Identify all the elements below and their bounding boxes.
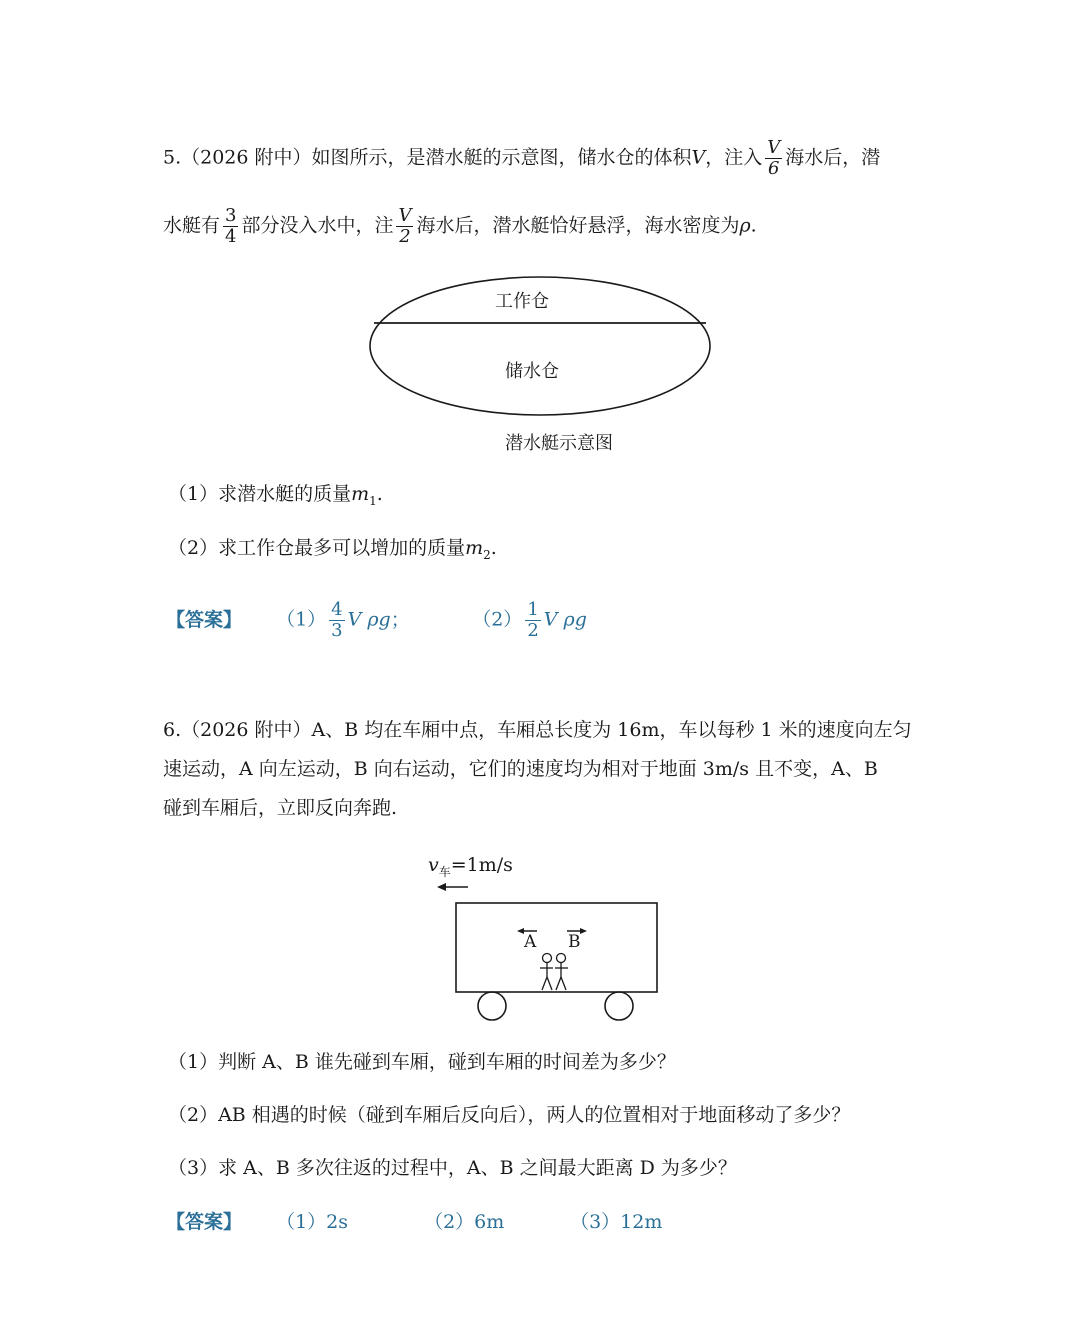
water-tank-label: 储水仓	[505, 361, 559, 382]
q6-subquestion-3: （3）求 A、B 多次往返的过程中，A、B 之间最大距离 D 为多少？	[168, 1157, 737, 1179]
q5-stem-text-a: 5.（2026 附中）如图所示，是潜水艇的示意图，储水仓的体积	[163, 146, 692, 169]
q5-density-var: ρ	[739, 214, 751, 237]
work-compartment-label: 工作仓	[495, 291, 549, 312]
q6-stem-line3: 碰到车厢后，立即反向奔跑.	[163, 797, 398, 819]
q5-fraction-v6	[765, 138, 782, 179]
q6-answer1: （1）2s	[276, 1211, 348, 1233]
fraction-numerator: 4	[331, 599, 343, 620]
q5-sub1-subscript: 1	[369, 493, 377, 508]
q6-stem-line1: 6.（2026 附中）A、B 均在车厢中点，车厢总长度为 16m，车以每秒 1 米的速度向左匀	[163, 719, 912, 741]
q5-answer2-fraction	[525, 600, 540, 641]
person-b-label: B	[568, 932, 581, 952]
q5-sub1-end: .	[376, 483, 383, 505]
q5-answer1-label: （1）	[276, 608, 327, 631]
person-b-figure	[555, 954, 568, 991]
fraction-denominator: 6	[768, 158, 780, 179]
person-a-arrow-head	[517, 928, 524, 934]
q5-answer1-expr: V ρg	[347, 608, 391, 631]
q5-answer1-separator: ；	[390, 608, 410, 631]
q5-sub2-end: .	[490, 537, 497, 559]
train-car-body	[456, 903, 657, 992]
answer-tag: 【答案】	[166, 1211, 243, 1233]
q5-answer2-expr: V ρg	[543, 608, 587, 631]
fraction-denominator: 2	[399, 226, 411, 247]
q5-sub2-text: （2）求工作仓最多可以增加的质量	[168, 537, 466, 559]
q5-answer1-fraction	[329, 600, 344, 641]
q6-answer	[166, 1210, 662, 1234]
q6-stem-line2: 速运动，A 向左运动，B 向右运动，它们的速度均为相对于地面 3m/s 且不变，A、B	[163, 758, 878, 780]
car-velocity-arrow-head	[437, 883, 446, 891]
q5-stem-text-b: ，注入	[705, 146, 763, 169]
car-velocity-label	[428, 853, 513, 884]
fraction-denominator: 4	[225, 226, 237, 247]
right-wheel	[605, 992, 633, 1020]
fraction-denominator: 3	[331, 620, 343, 641]
q5-stem-text-c: 海水后，潜	[785, 146, 881, 169]
q5-subquestion-2	[168, 536, 497, 567]
person-a-label: A	[524, 932, 537, 952]
q5-fraction-v2	[396, 206, 413, 247]
q5-sub1-text: （1）求潜水艇的质量	[168, 483, 352, 505]
q6-answer2: （2）6m	[424, 1211, 505, 1233]
q5-volume-var: V	[691, 146, 706, 169]
left-wheel	[478, 992, 506, 1020]
q6-subquestion-1: （1）判断 A、B 谁先碰到车厢，碰到车厢的时间差为多少？	[168, 1051, 676, 1073]
fraction-numerator: V	[398, 205, 412, 226]
q5-sub2-var: m	[465, 537, 484, 559]
velocity-value: =1m/s	[450, 854, 513, 876]
person-b-arrow-head	[580, 928, 587, 934]
q5-answer2-label: （2）	[481, 608, 523, 631]
q5-subquestion-1	[168, 482, 383, 513]
q5-stem-line2	[163, 206, 757, 247]
fraction-numerator: V	[767, 137, 781, 158]
q5-sub1-var: m	[351, 483, 370, 505]
q5-sub2-subscript: 2	[483, 547, 491, 562]
answer-tag: 【答案】	[166, 608, 243, 631]
fraction-numerator: 3	[225, 205, 237, 226]
velocity-subscript: 车	[438, 864, 451, 879]
velocity-symbol: v	[428, 854, 439, 876]
q5-line2-text-a: 水艇有	[163, 214, 221, 237]
q5-line2-end: .	[750, 214, 757, 237]
q5-fraction-34	[223, 206, 238, 247]
q5-answer	[166, 600, 587, 641]
fraction-denominator: 2	[527, 620, 539, 641]
q5-line2-text-b: 部分没入水中，注	[241, 214, 394, 237]
q5-line2-text-c: 海水后，潜水艇恰好悬浮，海水密度为	[416, 214, 740, 237]
q5-stem-line1	[163, 138, 880, 179]
fraction-numerator: 1	[527, 599, 539, 620]
q6-answer3: （3）12m	[570, 1211, 663, 1233]
person-a-figure	[540, 954, 553, 991]
submarine-figure-caption: 潜水艇示意图	[505, 433, 613, 454]
q6-subquestion-2: （2）AB 相遇的时候（碰到车厢后反向后），两人的位置相对于地面移动了多少？	[168, 1104, 851, 1126]
